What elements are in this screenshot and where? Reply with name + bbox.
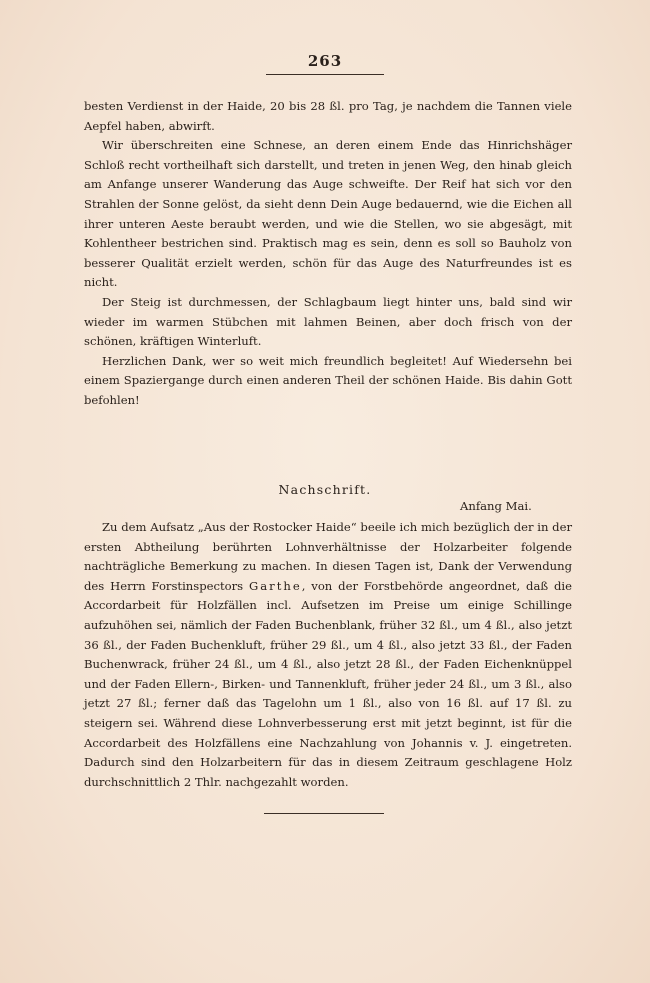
postscript-date: Anfang Mai. bbox=[460, 499, 532, 513]
paragraph: besten Verdienst in der Haide, 20 bis 28 ßl. pro Tag, je nachdem die Tannen viele Aepfel haben, abwirft. bbox=[84, 99, 572, 133]
paragraph: Wir überschreiten eine Schnese, an deren einem Ende das Hinrichshäger Schloß recht vortheilhaft sich darstellt, und treten in jenen Weg, den hinab gleich am Anfange unserer Wanderung das Auge schweifte. Der Reif hat sich vor den Strahlen der Sonne gelöst, da sieht denn Dein Auge bedauernd, wie die Eichen all ihrer unteren Aeste beraubt werden, und wie die Stellen, wo sie abgesägt, mit Kohlentheer bestrichen sind. Praktisch mag es sein, denn es soll so Bauholz von besserer Qualität erzielt werden, schön für das Auge des Naturfreundes ist es nicht. bbox=[84, 138, 572, 290]
header-rule bbox=[266, 74, 384, 75]
postscript-heading: Nachschrift. bbox=[278, 482, 372, 497]
paragraph: Herzlichen Dank, wer so weit mich freundlich begleitet! Auf Wiedersehn bei einem Spaziergange durch einen anderen Theil der schönen Haide. Bis dahin Gott befohlen! bbox=[84, 353, 572, 407]
paragraph: Der Steig ist durchmessen, der Schlagbaum liegt hinter uns, bald sind wir wieder im warmen Stübchen mit lahmen Beinen, aber doch frisch von der schönen, kräftigen Winterluft. bbox=[84, 294, 572, 349]
person-name: Garthe bbox=[249, 578, 302, 593]
postscript-text bbox=[84, 518, 572, 792]
footer-rule bbox=[264, 813, 384, 814]
paragraph-text: Zu dem Aufsatz „Aus der Rostocker Haide“ beeile ich mich bezüglich der in der ersten Abtheilung berührten Lohnverhältnisse der Holzarbeiter folgende nachträgliche Bemerkung zu machen. In diesen Tagen ist, Dank der Verwendung des Herrn Forstinspectors bbox=[84, 520, 572, 593]
main-text bbox=[84, 97, 572, 411]
paragraph bbox=[84, 518, 572, 792]
page-number: 263 bbox=[307, 52, 343, 70]
paragraph-text: , von der Forstbehörde angeordnet, daß die Accordarbeit für Holzfällen incl. Aufsetzen im Preise um einige Schillinge aufzuhöhen sei, nämlich der Faden Buchenblank, früher 32 ßl., um 4 ßl., also jetzt 36 ßl., der Faden Buchenkluft, früher 29 ßl., um 4 ßl., also jetzt 33 ßl., der Faden Buchenwrack, früher 24 ßl., um 4 ßl., also jetzt 28 ßl., der Faden Eichenknüppel und der Faden Ellern-, Birken- und Tannenkluft, früher jeder 24 ßl., um 3 ßl., also jetzt 27 ßl.; ferner daß das Tagelohn um 1 ßl., also von 16 ßl. auf 17 ßl. zu steigern sei. Während diese Lohnverbesserung erst mit jetzt beginnt, ist für die Accordarbeit des Holzfällens eine Nachzahlung von Johannis v. J. eingetreten. Dadurch sind den Holzarbeitern für das in diesem Zeitraum geschlagene Holz durchschnittlich 2 Thlr. nachgezahlt worden. bbox=[84, 578, 572, 789]
